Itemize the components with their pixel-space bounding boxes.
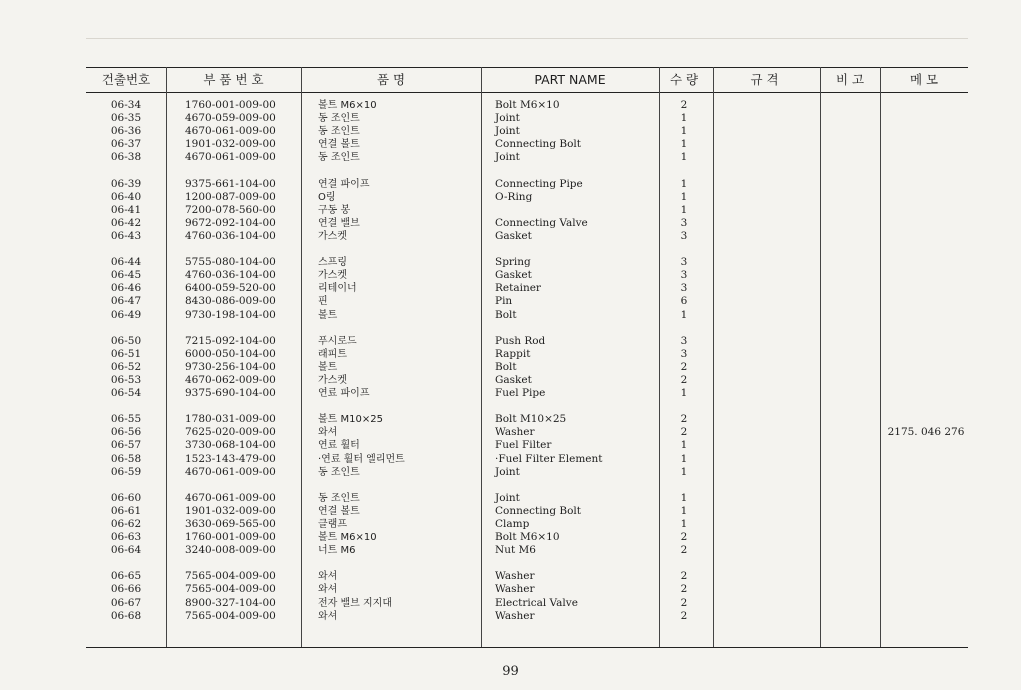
- cell-item-no: 06-63: [110, 531, 142, 544]
- cell-part-number: 9375-661-104-00: [185, 177, 276, 190]
- cell-item-no: 06-46: [110, 282, 142, 295]
- cell-name-korean: 가스켓: [318, 230, 347, 242]
- cell-quantity: 1: [680, 203, 688, 216]
- cell-item-no: 06-68: [110, 609, 142, 622]
- cell-quantity: 2: [680, 99, 688, 111]
- table-row: [86, 466, 968, 479]
- header-qty: 수 량: [669, 72, 699, 87]
- cell-name-korean: 가스켓: [318, 374, 347, 386]
- cell-name-korean: O링: [318, 191, 336, 203]
- cell-name-korean: ·연료 휠터 엘리먼트: [318, 453, 405, 465]
- cell-part-number: 4670-061-009-00: [185, 125, 276, 138]
- table-row: [86, 544, 968, 557]
- table-row: [86, 256, 968, 269]
- cell-item-no: 06-41: [110, 203, 142, 216]
- cell-name-korean: 연료 파이프: [318, 388, 370, 400]
- table-bottom-rule: [86, 647, 968, 648]
- cell-part-number: 1760-001-009-00: [185, 531, 276, 544]
- cell-name-korean: 전자 밸브 지지대: [318, 597, 392, 609]
- cell-item-no: 06-45: [110, 269, 142, 282]
- cell-part-number: 4670-061-009-00: [185, 151, 276, 164]
- cell-part-number: 3730-068-104-00: [185, 439, 276, 452]
- cell-part-name: Bolt: [495, 308, 517, 321]
- cell-quantity: 2: [680, 413, 688, 426]
- cell-part-name: Bolt M10×25: [495, 413, 567, 426]
- cell-quantity: 2: [680, 531, 688, 544]
- cell-part-name: Gasket: [495, 373, 532, 386]
- table-row: [86, 348, 968, 361]
- cell-name-korean: 연료 휠터: [318, 440, 360, 452]
- table-row: [86, 191, 968, 204]
- cell-part-name: Connecting Valve: [495, 216, 588, 229]
- header-part-no: 부 품 번 호: [203, 72, 264, 87]
- cell-quantity: 1: [680, 190, 688, 203]
- table-row: [86, 597, 968, 610]
- cell-name-korean: 구동 봉: [318, 204, 351, 216]
- cell-item-no: 06-47: [110, 295, 142, 308]
- table-row: [86, 374, 968, 387]
- table-row: [86, 178, 968, 191]
- cell-item-no: 06-35: [110, 112, 142, 125]
- cell-part-name: Bolt: [495, 360, 517, 373]
- cell-part-name: Washer: [495, 426, 535, 439]
- group-spacer: [86, 400, 968, 413]
- table-row: [86, 505, 968, 518]
- cell-name-korean: 래피트: [318, 348, 347, 360]
- cell-part-name: Fuel Filter: [495, 439, 552, 452]
- cell-name-korean: 연결 볼트: [318, 139, 360, 151]
- cell-part-name: ·Fuel Filter Element: [495, 452, 603, 465]
- table-row: [86, 217, 968, 230]
- table-row: [86, 610, 968, 623]
- cell-quantity: 3: [680, 216, 688, 229]
- cell-quantity: 2: [680, 596, 688, 609]
- cell-quantity: 3: [680, 282, 688, 295]
- cell-name-korean: 동 조인트: [318, 113, 360, 125]
- table-row: [86, 413, 968, 426]
- table-row: [86, 583, 968, 596]
- cell-part-name: Joint: [495, 151, 520, 164]
- cell-quantity: 2: [680, 609, 688, 622]
- cell-quantity: 1: [680, 151, 688, 164]
- cell-part-name: Electrical Valve: [495, 596, 578, 609]
- cell-part-number: 4760-036-104-00: [185, 269, 276, 282]
- cell-part-number: 1901-032-009-00: [185, 504, 276, 517]
- cell-name-korean: 너트 M6: [318, 545, 356, 557]
- cell-name-korean: 가스켓: [318, 270, 347, 282]
- cell-part-number: 1760-001-009-00: [185, 99, 276, 111]
- cell-part-name: Clamp: [495, 518, 530, 530]
- header-spec: 규 격: [750, 72, 779, 87]
- cell-quantity: 1: [680, 439, 688, 452]
- cell-part-name: Retainer: [495, 282, 541, 295]
- cell-part-name: Washer: [495, 609, 535, 622]
- cell-part-name: Push Rod: [495, 334, 546, 347]
- header-note: 비 고: [835, 72, 865, 87]
- table-row: [86, 492, 968, 505]
- cell-part-number: 4670-061-009-00: [185, 491, 276, 504]
- cell-quantity: 3: [680, 229, 688, 242]
- cell-part-name: Gasket: [495, 229, 532, 242]
- cell-part-name: Bolt M6×10: [495, 531, 560, 544]
- cell-part-name: Gasket: [495, 269, 532, 282]
- cell-part-number: 5755-080-104-00: [185, 256, 276, 269]
- header-name-kr: 품 명: [376, 72, 406, 87]
- cell-part-name: Fuel Pipe: [495, 387, 546, 400]
- cell-item-no: 06-43: [110, 229, 142, 242]
- cell-part-number: 4670-061-009-00: [185, 465, 276, 478]
- cell-item-no: 06-49: [110, 308, 142, 321]
- cell-item-no: 06-51: [110, 347, 142, 360]
- table-row: [86, 138, 968, 151]
- cell-name-korean: 볼트: [318, 361, 338, 373]
- group-spacer: [86, 243, 968, 256]
- cell-quantity: 2: [680, 583, 688, 596]
- cell-name-korean: 볼트 M6×10: [318, 532, 377, 544]
- header-no: 건출번호: [101, 72, 151, 87]
- cell-part-number: 7565-004-009-00: [185, 583, 276, 596]
- cell-item-no: 06-50: [110, 334, 142, 347]
- cell-part-name: Joint: [495, 465, 520, 478]
- group-spacer: [86, 557, 968, 570]
- cell-part-name: Washer: [495, 583, 535, 596]
- cell-item-no: 06-40: [110, 190, 142, 203]
- cell-name-korean: 볼트 M10×25: [318, 414, 383, 426]
- parts-table-body: [86, 99, 968, 623]
- table-row: [86, 335, 968, 348]
- cell-name-korean: 볼트 M6×10: [318, 100, 377, 111]
- cell-part-number: 1780-031-009-00: [185, 413, 276, 426]
- table-row: [86, 230, 968, 243]
- cell-name-korean: 동 조인트: [318, 492, 360, 504]
- cell-part-number: 3630-069-565-00: [185, 518, 276, 530]
- cell-quantity: 3: [680, 334, 688, 347]
- cell-part-number: 9672-092-104-00: [185, 216, 276, 229]
- cell-quantity: 2: [680, 426, 688, 439]
- cell-item-no: 06-52: [110, 360, 142, 373]
- cell-quantity: 1: [680, 491, 688, 504]
- cell-item-no: 06-67: [110, 596, 142, 609]
- cell-quantity: 1: [680, 125, 688, 138]
- cell-item-no: 06-65: [110, 570, 142, 583]
- cell-quantity: 1: [680, 504, 688, 517]
- cell-name-korean: 동 조인트: [318, 152, 360, 164]
- header-part-name: PART NAME: [534, 72, 606, 87]
- group-spacer: [86, 164, 968, 177]
- cell-part-name: Bolt M6×10: [495, 99, 560, 111]
- cell-part-name: Connecting Bolt: [495, 504, 581, 517]
- table-row: [86, 125, 968, 138]
- cell-part-number: 4670-062-009-00: [185, 373, 276, 386]
- cell-quantity: 3: [680, 256, 688, 269]
- cell-item-no: 06-39: [110, 177, 142, 190]
- table-row: [86, 387, 968, 400]
- cell-quantity: 2: [680, 373, 688, 386]
- table-row: [86, 439, 968, 452]
- cell-name-korean: 연결 파이프: [318, 178, 370, 190]
- cell-quantity: 3: [680, 347, 688, 360]
- cell-part-number: 1200-087-009-00: [185, 190, 276, 203]
- cell-part-name: Joint: [495, 491, 520, 504]
- cell-quantity: 1: [680, 452, 688, 465]
- cell-part-number: 7565-004-009-00: [185, 570, 276, 583]
- cell-part-name: Connecting Bolt: [495, 138, 581, 151]
- cell-part-number: 1523-143-479-00: [185, 452, 276, 465]
- cell-name-korean: 와셔: [318, 571, 338, 583]
- cell-part-number: 1901-032-009-00: [185, 138, 276, 151]
- cell-name-korean: 핀: [318, 296, 328, 308]
- group-spacer: [86, 322, 968, 335]
- table-row: [86, 282, 968, 295]
- cell-quantity: 2: [680, 570, 688, 583]
- cell-name-korean: 리테이너: [318, 283, 357, 295]
- cell-item-no: 06-54: [110, 387, 142, 400]
- header-memo: 메 모: [909, 72, 939, 87]
- table-row: [86, 453, 968, 466]
- cell-name-korean: 클램프: [318, 519, 347, 530]
- table-header: [86, 67, 968, 93]
- cell-name-korean: 연결 볼트: [318, 505, 360, 517]
- table-row: [86, 269, 968, 282]
- cell-part-name: Pin: [495, 295, 513, 308]
- table-row: [86, 112, 968, 125]
- cell-quantity: 1: [680, 177, 688, 190]
- table-row: [86, 295, 968, 308]
- cell-quantity: 6: [680, 295, 688, 308]
- cell-part-number: 4670-059-009-00: [185, 112, 276, 125]
- cell-item-no: 06-59: [110, 465, 142, 478]
- cell-part-name: O-Ring: [495, 190, 533, 203]
- cell-quantity: 1: [680, 518, 688, 530]
- cell-quantity: 1: [680, 308, 688, 321]
- table-row: [86, 99, 968, 112]
- cell-part-name: Spring: [495, 256, 531, 269]
- cell-part-number: 9375-690-104-00: [185, 387, 276, 400]
- cell-name-korean: 스프링: [318, 257, 347, 269]
- cell-part-name: Nut M6: [495, 544, 536, 557]
- page-number: 99: [502, 664, 519, 679]
- cell-item-no: 06-56: [110, 426, 142, 439]
- cell-part-number: 8900-327-104-00: [185, 596, 276, 609]
- cell-item-no: 06-64: [110, 544, 142, 557]
- cell-part-number: 9730-198-104-00: [185, 308, 276, 321]
- cell-item-no: 06-44: [110, 256, 142, 269]
- table-row: [86, 204, 968, 217]
- cell-name-korean: 동 조인트: [318, 126, 360, 138]
- cell-name-korean: 푸시로드: [318, 335, 357, 347]
- cell-item-no: 06-36: [110, 125, 142, 138]
- cell-quantity: 2: [680, 544, 688, 557]
- cell-part-number: 8430-086-009-00: [185, 295, 276, 308]
- table-row: [86, 531, 968, 544]
- cell-item-no: 06-57: [110, 439, 142, 452]
- cell-quantity: 1: [680, 138, 688, 151]
- cell-part-name: Washer: [495, 570, 535, 583]
- cell-item-no: 06-37: [110, 138, 142, 151]
- cell-quantity: 2: [680, 360, 688, 373]
- cell-part-number: 7200-078-560-00: [185, 203, 276, 216]
- cell-item-no: 06-53: [110, 373, 142, 386]
- cell-item-no: 06-66: [110, 583, 142, 596]
- cell-part-name: Connecting Pipe: [495, 177, 583, 190]
- cell-name-korean: 연결 밸브: [318, 217, 360, 229]
- group-spacer: [86, 479, 968, 492]
- cell-item-no: 06-58: [110, 452, 142, 465]
- cell-name-korean: 동 조인트: [318, 466, 360, 478]
- cell-item-no: 06-34: [110, 99, 142, 111]
- cell-name-korean: 볼트: [318, 309, 338, 321]
- cell-item-no: 06-61: [110, 504, 142, 517]
- cell-part-number: 3240-008-009-00: [185, 544, 276, 557]
- cell-memo: 2175. 046 276: [887, 426, 965, 439]
- cell-name-korean: 와셔: [318, 427, 338, 439]
- table-row: [86, 518, 968, 531]
- cell-part-name: Joint: [495, 112, 520, 125]
- cell-item-no: 06-42: [110, 216, 142, 229]
- cell-name-korean: 와셔: [318, 610, 338, 622]
- table-row: [86, 570, 968, 583]
- cell-part-number: 4760-036-104-00: [185, 229, 276, 242]
- cell-part-number: 9730-256-104-00: [185, 360, 276, 373]
- cell-part-number: 7565-004-009-00: [185, 609, 276, 622]
- cell-item-no: 06-60: [110, 491, 142, 504]
- table-row: [86, 361, 968, 374]
- table-row: [86, 309, 968, 322]
- cell-item-no: 06-55: [110, 413, 142, 426]
- cell-part-number: 7215-092-104-00: [185, 334, 276, 347]
- cell-part-number: 6000-050-104-00: [185, 347, 276, 360]
- cell-part-number: 6400-059-520-00: [185, 282, 276, 295]
- cell-part-number: 7625-020-009-00: [185, 426, 276, 439]
- cell-part-name: Joint: [495, 125, 520, 138]
- cell-quantity: 1: [680, 112, 688, 125]
- cell-name-korean: 와셔: [318, 584, 338, 596]
- table-row: [86, 426, 968, 439]
- cell-item-no: 06-38: [110, 151, 142, 164]
- cell-quantity: 1: [680, 465, 688, 478]
- cell-part-name: Rappit: [495, 347, 531, 360]
- table-row: [86, 151, 968, 164]
- cell-item-no: 06-62: [110, 518, 142, 530]
- cell-quantity: 1: [680, 387, 688, 400]
- cell-quantity: 3: [680, 269, 688, 282]
